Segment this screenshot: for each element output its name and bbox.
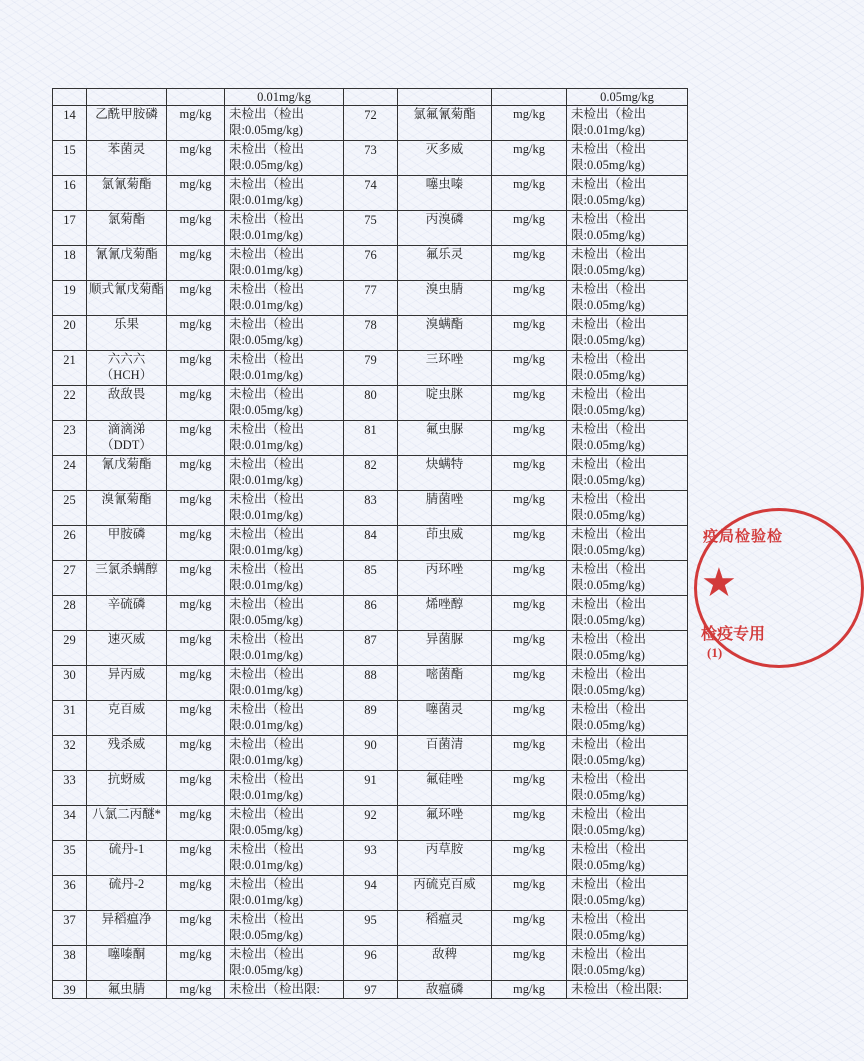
item-number: 21 — [53, 351, 87, 386]
item-name: 三环唑 — [398, 351, 492, 386]
table-row — [53, 351, 688, 386]
unit-cell: mg/kg — [167, 736, 225, 771]
item-name: 丙溴磷 — [398, 211, 492, 246]
result-cell: 未检出（检出限:0.05mg/kg) — [567, 911, 688, 946]
unit-cell: mg/kg — [492, 946, 567, 981]
item-name: 噻虫嗪 — [398, 176, 492, 211]
item-number: 20 — [53, 316, 87, 351]
unit-cell: mg/kg — [492, 841, 567, 876]
item-name: 烯唑醇 — [398, 596, 492, 631]
result-cell: 未检出（检出限:0.05mg/kg) — [225, 596, 344, 631]
item-name: 异菌脲 — [398, 631, 492, 666]
item-name: 硫丹-2 — [87, 876, 167, 911]
table-row — [53, 106, 688, 141]
unit-cell: mg/kg — [492, 211, 567, 246]
table-row — [53, 736, 688, 771]
unit-cell: mg/kg — [167, 456, 225, 491]
item-number: 37 — [53, 911, 87, 946]
item-number: 39 — [53, 981, 87, 999]
result-cell: 未检出（检出限:0.01mg/kg) — [225, 246, 344, 281]
table-row — [53, 211, 688, 246]
result-cell: 0.01mg/kg — [225, 89, 344, 106]
item-name: 丙环唑 — [398, 561, 492, 596]
item-number: 35 — [53, 841, 87, 876]
item-name: 氟虫腈 — [87, 981, 167, 999]
result-cell: 未检出（检出限:0.01mg/kg) — [225, 771, 344, 806]
unit-cell: mg/kg — [492, 141, 567, 176]
star-icon: ★ — [701, 560, 737, 605]
item-number: 88 — [344, 666, 398, 701]
result-cell: 未检出（检出限:0.01mg/kg) — [225, 281, 344, 316]
table-row — [53, 981, 688, 999]
unit-cell: mg/kg — [167, 176, 225, 211]
table-row — [53, 911, 688, 946]
unit-cell: mg/kg — [492, 526, 567, 561]
result-cell: 未检出（检出限:0.05mg/kg) — [225, 106, 344, 141]
result-cell: 未检出（检出限:0.05mg/kg) — [567, 631, 688, 666]
item-number: 29 — [53, 631, 87, 666]
result-cell: 未检出（检出限:0.05mg/kg) — [567, 736, 688, 771]
result-cell: 未检出（检出限:0.01mg/kg) — [225, 491, 344, 526]
unit-cell: mg/kg — [167, 491, 225, 526]
result-cell: 未检出（检出限:0.05mg/kg) — [567, 246, 688, 281]
result-cell: 未检出（检出限:0.05mg/kg) — [567, 946, 688, 981]
item-number: 32 — [53, 736, 87, 771]
unit-cell: mg/kg — [492, 736, 567, 771]
item-number: 36 — [53, 876, 87, 911]
item-name: 稻瘟灵 — [398, 911, 492, 946]
item-name: 丙硫克百威 — [398, 876, 492, 911]
result-cell: 未检出（检出限:0.01mg/kg) — [225, 841, 344, 876]
item-name: 氟乐灵 — [398, 246, 492, 281]
unit-cell: mg/kg — [492, 491, 567, 526]
item-number: 87 — [344, 631, 398, 666]
unit-cell: mg/kg — [492, 281, 567, 316]
item-name: 六六六（HCH） — [87, 351, 167, 386]
table-row — [53, 421, 688, 456]
seal-number: (1) — [707, 645, 723, 660]
item-number: 93 — [344, 841, 398, 876]
item-number: 72 — [344, 106, 398, 141]
item-name: 氰氰戊菊酯 — [87, 246, 167, 281]
result-cell: 未检出（检出限:0.05mg/kg) — [567, 141, 688, 176]
result-cell: 未检出（检出限:0.05mg/kg) — [567, 666, 688, 701]
table-row — [53, 246, 688, 281]
result-cell: 0.05mg/kg — [567, 89, 688, 106]
item-name: 三氯杀螨醇 — [87, 561, 167, 596]
item-number: 16 — [53, 176, 87, 211]
item-name: 噻嗪酮 — [87, 946, 167, 981]
item-name: 丙草胺 — [398, 841, 492, 876]
item-number: 86 — [344, 596, 398, 631]
item-number: 82 — [344, 456, 398, 491]
table-row — [53, 141, 688, 176]
table-row — [53, 316, 688, 351]
result-cell: 未检出（检出限:0.05mg/kg) — [567, 841, 688, 876]
table-row — [53, 806, 688, 841]
table-row — [53, 281, 688, 316]
result-cell: 未检出（检出限:0.05mg/kg) — [567, 281, 688, 316]
result-cell: 未检出（检出限:0.05mg/kg) — [567, 351, 688, 386]
result-cell: 未检出（检出限:0.05mg/kg) — [567, 806, 688, 841]
item-number: 83 — [344, 491, 398, 526]
unit-cell: mg/kg — [492, 771, 567, 806]
result-cell: 未检出（检出限: — [567, 981, 688, 999]
item-number: 33 — [53, 771, 87, 806]
item-name: 茚虫威 — [398, 526, 492, 561]
item-number: 75 — [344, 211, 398, 246]
result-cell: 未检出（检出限:0.05mg/kg) — [225, 141, 344, 176]
unit-cell: mg/kg — [167, 211, 225, 246]
unit-cell: mg/kg — [492, 981, 567, 999]
result-cell: 未检出（检出限:0.05mg/kg) — [567, 456, 688, 491]
table-row — [53, 631, 688, 666]
unit-cell: mg/kg — [167, 281, 225, 316]
unit-cell: mg/kg — [492, 806, 567, 841]
item-name: 炔螨特 — [398, 456, 492, 491]
item-number: 78 — [344, 316, 398, 351]
result-cell: 未检出（检出限:0.01mg/kg) — [225, 631, 344, 666]
item-name: 速灭威 — [87, 631, 167, 666]
unit-cell: mg/kg — [167, 701, 225, 736]
result-cell: 未检出（检出限:0.05mg/kg) — [225, 806, 344, 841]
table-row — [53, 89, 688, 106]
item-name: 溴氰菊酯 — [87, 491, 167, 526]
table-row — [53, 771, 688, 806]
result-cell: 未检出（检出限:0.05mg/kg) — [567, 876, 688, 911]
item-number: 76 — [344, 246, 398, 281]
unit-cell: mg/kg — [167, 876, 225, 911]
item-number: 79 — [344, 351, 398, 386]
item-number: 27 — [53, 561, 87, 596]
unit-cell: mg/kg — [492, 666, 567, 701]
unit-cell: mg/kg — [167, 946, 225, 981]
result-cell: 未检出（检出限:0.05mg/kg) — [567, 491, 688, 526]
item-number: 19 — [53, 281, 87, 316]
result-cell: 未检出（检出限:0.01mg/kg) — [225, 421, 344, 456]
item-number: 81 — [344, 421, 398, 456]
item-number: 91 — [344, 771, 398, 806]
item-name: 氯氟氰菊酯 — [398, 106, 492, 141]
unit-cell: mg/kg — [492, 176, 567, 211]
item-number: 90 — [344, 736, 398, 771]
result-cell: 未检出（检出限:0.05mg/kg) — [225, 316, 344, 351]
item-name: 滴滴涕（DDT） — [87, 421, 167, 456]
item-name: 苯菌灵 — [87, 141, 167, 176]
unit-cell: mg/kg — [167, 141, 225, 176]
unit-cell: mg/kg — [167, 316, 225, 351]
item-number: 77 — [344, 281, 398, 316]
unit-cell: mg/kg — [167, 771, 225, 806]
item-name: 氟环唑 — [398, 806, 492, 841]
table-row — [53, 946, 688, 981]
item-name: 克百威 — [87, 701, 167, 736]
item-number: 26 — [53, 526, 87, 561]
unit-cell: mg/kg — [167, 841, 225, 876]
unit-cell: mg/kg — [167, 911, 225, 946]
unit-cell: mg/kg — [167, 806, 225, 841]
unit-cell: mg/kg — [492, 876, 567, 911]
unit-cell: mg/kg — [167, 106, 225, 141]
unit-cell: mg/kg — [167, 421, 225, 456]
result-cell: 未检出（检出限:0.05mg/kg) — [225, 911, 344, 946]
unit-cell: mg/kg — [492, 456, 567, 491]
item-name: 硫丹-1 — [87, 841, 167, 876]
item-name: 敌稗 — [398, 946, 492, 981]
item-name: 氯氰菊酯 — [87, 176, 167, 211]
item-number: 84 — [344, 526, 398, 561]
item-name: 乙酰甲胺磷 — [87, 106, 167, 141]
result-cell: 未检出（检出限:0.05mg/kg) — [567, 701, 688, 736]
unit-cell: mg/kg — [167, 981, 225, 999]
result-cell: 未检出（检出限:0.05mg/kg) — [567, 526, 688, 561]
item-name: 噻菌灵 — [398, 701, 492, 736]
item-name: 异稻瘟净 — [87, 911, 167, 946]
seal-top-text: 疫局检验检 — [703, 527, 784, 545]
result-cell: 未检出（检出限:0.05mg/kg) — [225, 946, 344, 981]
table-row — [53, 526, 688, 561]
unit-cell: mg/kg — [167, 386, 225, 421]
item-number: 38 — [53, 946, 87, 981]
table-row — [53, 386, 688, 421]
unit-cell: mg/kg — [492, 351, 567, 386]
item-number: 14 — [53, 106, 87, 141]
unit-cell: mg/kg — [492, 701, 567, 736]
result-cell: 未检出（检出限:0.05mg/kg) — [567, 771, 688, 806]
item-name: 腈菌唑 — [398, 491, 492, 526]
item-name: 氟硅唑 — [398, 771, 492, 806]
item-name: 辛硫磷 — [87, 596, 167, 631]
result-cell: 未检出（检出限:0.05mg/kg) — [567, 596, 688, 631]
item-name: 啶虫脒 — [398, 386, 492, 421]
item-number: 95 — [344, 911, 398, 946]
result-cell: 未检出（检出限:0.05mg/kg) — [225, 386, 344, 421]
unit-cell: mg/kg — [167, 561, 225, 596]
item-number: 18 — [53, 246, 87, 281]
item-number: 92 — [344, 806, 398, 841]
unit-cell: mg/kg — [167, 596, 225, 631]
item-number: 17 — [53, 211, 87, 246]
seal-bottom-text: 检疫专用 — [701, 624, 766, 643]
result-cell: 未检出（检出限:0.01mg/kg) — [225, 701, 344, 736]
table-row — [53, 596, 688, 631]
unit-cell: mg/kg — [167, 246, 225, 281]
table-row — [53, 841, 688, 876]
item-number: 23 — [53, 421, 87, 456]
item-number: 31 — [53, 701, 87, 736]
item-number: 96 — [344, 946, 398, 981]
item-name: 乐果 — [87, 316, 167, 351]
item-name: 敌瘟磷 — [398, 981, 492, 999]
item-number: 80 — [344, 386, 398, 421]
item-number: 94 — [344, 876, 398, 911]
result-cell: 未检出（检出限:0.05mg/kg) — [567, 176, 688, 211]
table-row — [53, 176, 688, 211]
item-name: 异丙威 — [87, 666, 167, 701]
result-cell: 未检出（检出限:0.01mg/kg) — [225, 526, 344, 561]
item-name: 甲胺磷 — [87, 526, 167, 561]
result-cell: 未检出（检出限:0.01mg/kg) — [567, 106, 688, 141]
result-cell: 未检出（检出限:0.01mg/kg) — [225, 211, 344, 246]
unit-cell: mg/kg — [492, 246, 567, 281]
item-number: 25 — [53, 491, 87, 526]
unit-cell: mg/kg — [167, 666, 225, 701]
pesticide-results-table — [52, 88, 688, 999]
item-number: 15 — [53, 141, 87, 176]
item-number: 24 — [53, 456, 87, 491]
item-number: 85 — [344, 561, 398, 596]
unit-cell: mg/kg — [492, 421, 567, 456]
table-row — [53, 491, 688, 526]
item-number: 28 — [53, 596, 87, 631]
unit-cell: mg/kg — [492, 631, 567, 666]
item-number: 97 — [344, 981, 398, 999]
result-cell: 未检出（检出限:0.01mg/kg) — [225, 876, 344, 911]
unit-cell: mg/kg — [492, 316, 567, 351]
item-number: 30 — [53, 666, 87, 701]
item-name: 残杀威 — [87, 736, 167, 771]
item-name: 敌敌畏 — [87, 386, 167, 421]
unit-cell: mg/kg — [167, 631, 225, 666]
unit-cell: mg/kg — [492, 911, 567, 946]
item-number: 34 — [53, 806, 87, 841]
unit-cell: mg/kg — [492, 561, 567, 596]
table-row — [53, 876, 688, 911]
item-name: 氰戊菊酯 — [87, 456, 167, 491]
item-name: 抗蚜威 — [87, 771, 167, 806]
item-number: 73 — [344, 141, 398, 176]
unit-cell: mg/kg — [492, 106, 567, 141]
unit-cell: mg/kg — [167, 526, 225, 561]
unit-cell: mg/kg — [492, 386, 567, 421]
item-name: 氯菊酯 — [87, 211, 167, 246]
table-row — [53, 666, 688, 701]
result-cell: 未检出（检出限:0.01mg/kg) — [225, 456, 344, 491]
item-name: 八氯二丙醚* — [87, 806, 167, 841]
result-cell: 未检出（检出限:0.05mg/kg) — [567, 211, 688, 246]
unit-cell: mg/kg — [167, 351, 225, 386]
table-row — [53, 456, 688, 491]
item-name: 溴螨酯 — [398, 316, 492, 351]
result-cell: 未检出（检出限:0.05mg/kg) — [567, 421, 688, 456]
result-cell: 未检出（检出限:0.01mg/kg) — [225, 666, 344, 701]
item-number: 74 — [344, 176, 398, 211]
result-cell: 未检出（检出限:0.01mg/kg) — [225, 736, 344, 771]
result-cell: 未检出（检出限:0.01mg/kg) — [225, 176, 344, 211]
item-name: 顺式氰戊菊酯 — [87, 281, 167, 316]
item-name: 百菌清 — [398, 736, 492, 771]
result-cell: 未检出（检出限:0.01mg/kg) — [225, 351, 344, 386]
official-seal — [694, 508, 864, 668]
unit-cell: mg/kg — [492, 596, 567, 631]
result-cell: 未检出（检出限:0.05mg/kg) — [567, 386, 688, 421]
result-cell: 未检出（检出限:0.01mg/kg) — [225, 561, 344, 596]
table-row — [53, 561, 688, 596]
item-name: 嘧菌酯 — [398, 666, 492, 701]
item-number: 22 — [53, 386, 87, 421]
item-number: 89 — [344, 701, 398, 736]
item-name: 氟虫脲 — [398, 421, 492, 456]
result-cell: 未检出（检出限:0.05mg/kg) — [567, 561, 688, 596]
result-cell: 未检出（检出限: — [225, 981, 344, 999]
item-name: 灭多威 — [398, 141, 492, 176]
result-cell: 未检出（检出限:0.05mg/kg) — [567, 316, 688, 351]
item-name: 溴虫腈 — [398, 281, 492, 316]
table-row — [53, 701, 688, 736]
